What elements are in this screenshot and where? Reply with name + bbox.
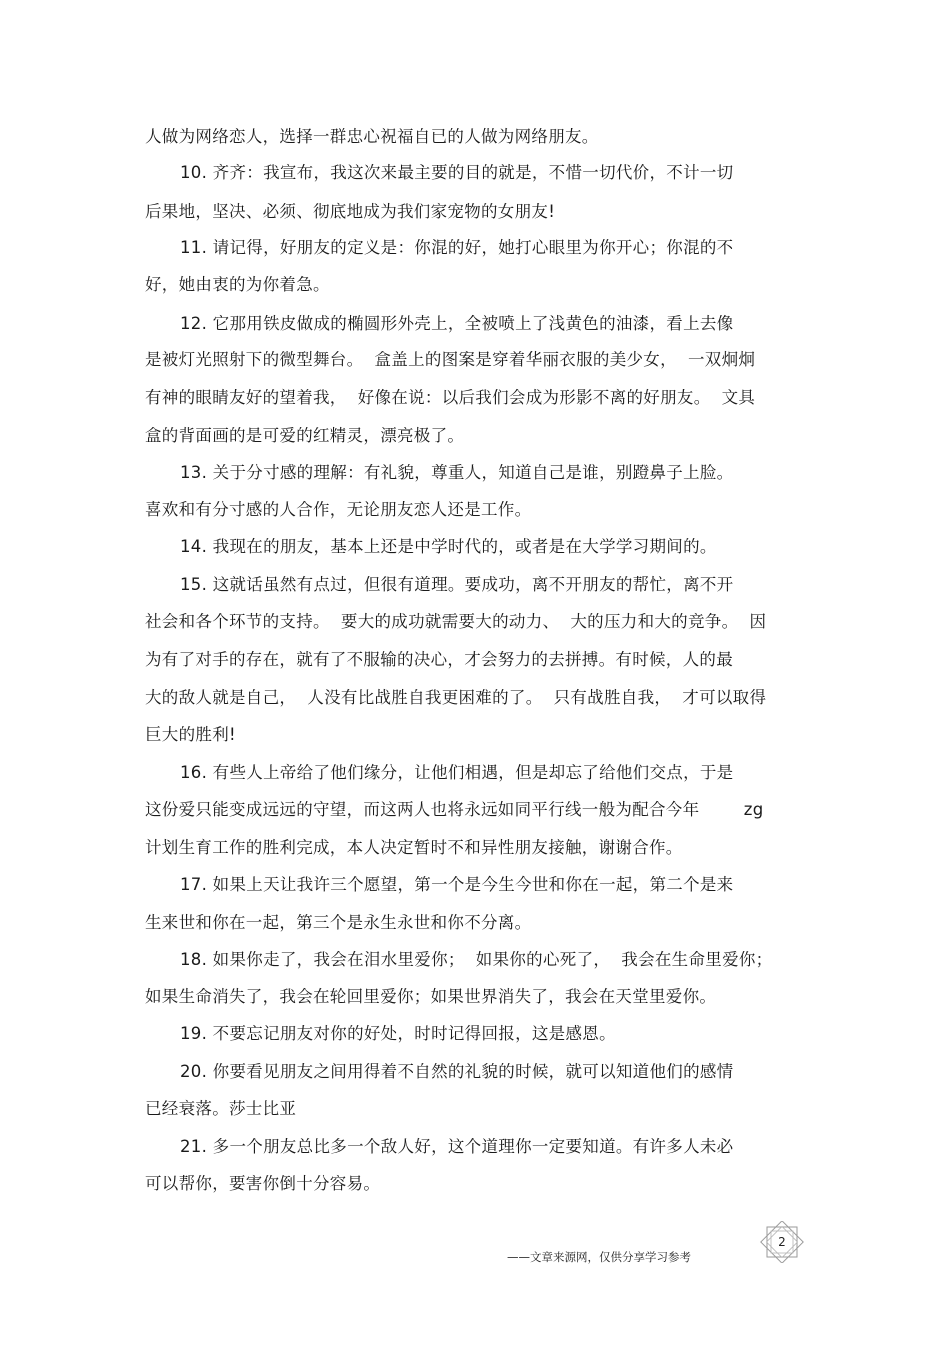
body-line: 大的敌人就是自己， 人没有比战胜自我更困难的了。 只有战胜自我， 才可以取得 <box>145 688 767 707</box>
body-line: 为有了对手的存在，就有了不服输的决心，才会努力的去拼搏。有时候，人的最 <box>145 650 733 669</box>
body-line: 生来世和你在一起，第三个是永生永世和你不分离。 <box>145 913 532 932</box>
body-line: 20. 你要看见朋友之间用得着不自然的礼貌的时候，就可以知道他们的感情 <box>180 1062 734 1081</box>
body-line: 10. 齐齐：我宣布，我这次来最主要的目的就是，不惜一切代价，不计一切 <box>180 163 734 182</box>
body-line: 后果地，坚决、必须、彻底地成为我们家宠物的女朋友! <box>145 202 556 221</box>
footer-source-note: ——文章来源网，仅供分享学习参考 <box>507 1250 691 1264</box>
body-line: 盒的背面画的是可爱的红精灵，漂亮极了。 <box>145 426 465 445</box>
body-line: 如果生命消失了，我会在轮回里爱你；如果世界消失了，我会在天堂里爱你。 <box>145 987 717 1006</box>
body-line: 11. 请记得，好朋友的定义是：你混的好，她打心眼里为你开心；你混的不 <box>180 238 734 257</box>
body-line: 21. 多一个朋友总比多一个敌人好，这个道理你一定要知道。有许多人未必 <box>180 1137 734 1156</box>
body-line: 巨大的胜利! <box>145 725 236 744</box>
body-line: 14. 我现在的朋友，基本上还是中学时代的，或者是在大学学习期间的。 <box>180 537 717 556</box>
body-line: 可以帮你，要害你倒十分容易。 <box>145 1174 381 1193</box>
page-number: 2 <box>778 1235 786 1249</box>
body-line: 13. 关于分寸感的理解：有礼貌，尊重人，知道自己是谁，别蹬鼻子上脸。 <box>180 463 734 482</box>
body-line: 19. 不要忘记朋友对你的好处，时时记得回报，这是感恩。 <box>180 1024 616 1043</box>
body-line: 计划生育工作的胜利完成，本人决定暂时不和异性朋友接触，谢谢合作。 <box>145 838 683 857</box>
body-line: 15. 这就话虽然有点过，但很有道理。要成功，离不开朋友的帮忙，离不开 <box>180 575 734 594</box>
body-line: 12. 它那用铁皮做成的椭圆形外壳上，全被喷上了浅黄色的油漆，看上去像 <box>180 314 734 333</box>
body-line: 有神的眼睛友好的望着我， 好像在说：以后我们会成为形影不离的好朋友。 文具 <box>145 388 756 407</box>
body-line: 喜欢和有分寸感的人合作，无论朋友恋人还是工作。 <box>145 500 532 519</box>
body-line: 这份爱只能变成远远的守望，而这两人也将永远如同平行线一般为配合今年 zg <box>145 800 764 819</box>
body-line: 17. 如果上天让我许三个愿望，第一个是今生今世和你在一起，第二个是来 <box>180 875 734 894</box>
body-line: 好，她由衷的为你着急。 <box>145 275 330 294</box>
page-number-badge <box>758 1221 806 1263</box>
body-line: 已经衰落。莎士比亚 <box>145 1099 297 1118</box>
body-line: 16. 有些人上帝给了他们缘分，让他们相遇，但是却忘了给他们交点，于是 <box>180 763 734 782</box>
body-line: 18. 如果你走了，我会在泪水里爱你； 如果你的心死了， 我会在生命里爱你； <box>180 950 773 969</box>
body-line: 社会和各个环节的支持。 要大的成功就需要大的动力、 大的压力和大的竞争。 因 <box>145 612 767 631</box>
body-line: 人做为网络恋人，选择一群忠心祝福自已的人做为网络朋友。 <box>145 127 599 146</box>
body-line: 是被灯光照射下的微型舞台。 盒盖上的图案是穿着华丽衣服的美少女， 一双炯炯 <box>145 350 756 369</box>
